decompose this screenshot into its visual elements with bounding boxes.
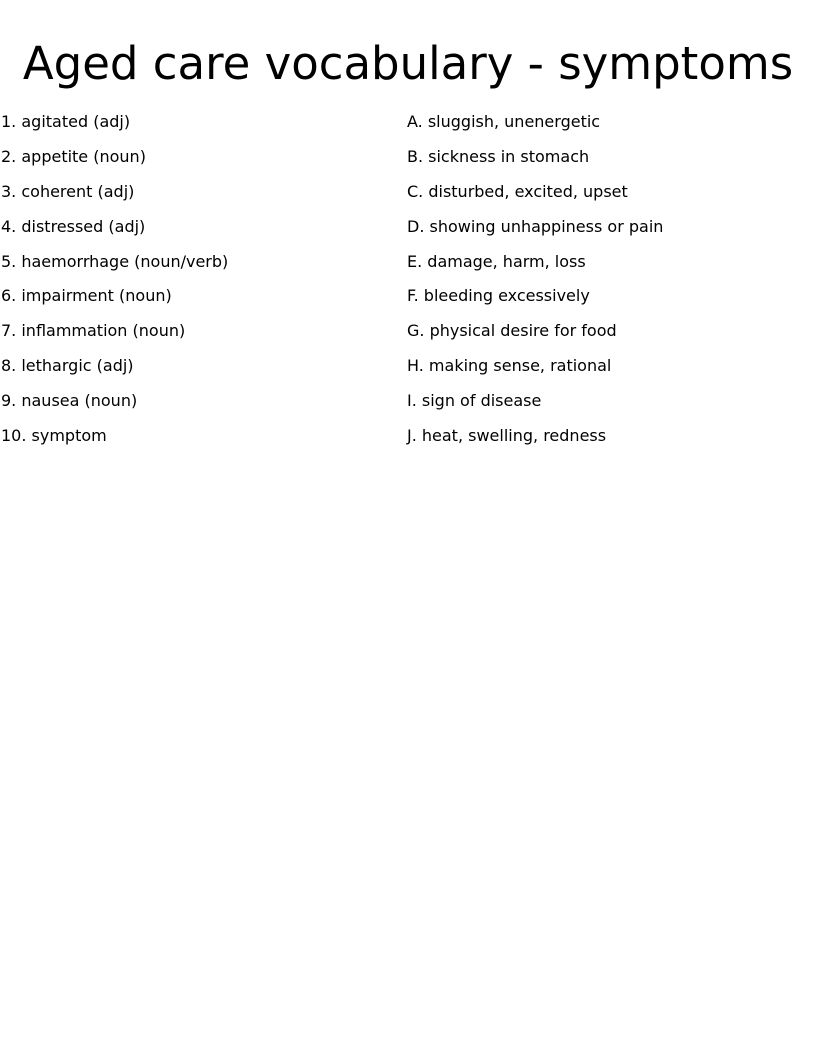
term-item: 1. agitated (adj)	[1, 112, 131, 131]
definition-item: F. bleeding excessively	[407, 286, 590, 306]
page-title: Aged care vocabulary - symptoms	[22, 37, 794, 90]
term-item: 3. coherent (adj)	[1, 181, 135, 201]
term-item: 9. nausea (noun)	[1, 391, 138, 411]
term-item: 4. distressed (adj)	[1, 216, 146, 236]
term-item: 2. appetite (noun)	[1, 146, 146, 166]
term-item: 6. impairment (noun)	[1, 286, 172, 306]
definition-item: E. damage, harm, loss	[407, 251, 586, 271]
definitions-list	[407, 111, 663, 460]
term-item: 8. lethargic (adj)	[1, 356, 134, 376]
definition-item: G. physical desire for food	[407, 321, 617, 341]
definition-item: A. sluggish, unenergetic	[407, 112, 601, 131]
term-item: 5. haemorrhage (noun/verb)	[1, 251, 229, 271]
term-item: 10. symptom	[1, 426, 107, 446]
definition-item: I. sign of disease	[407, 391, 542, 411]
definition-item: J. heat, swelling, redness	[407, 426, 607, 446]
definition-item: D. showing unhappiness or pain	[407, 216, 664, 236]
term-item: 7. inflammation (noun)	[1, 321, 186, 341]
terms-list	[1, 111, 228, 460]
definition-item: B. sickness in stomach	[407, 146, 590, 166]
definition-item: H. making sense, rational	[407, 356, 612, 376]
definition-item: C. disturbed, excited, upset	[407, 181, 628, 201]
